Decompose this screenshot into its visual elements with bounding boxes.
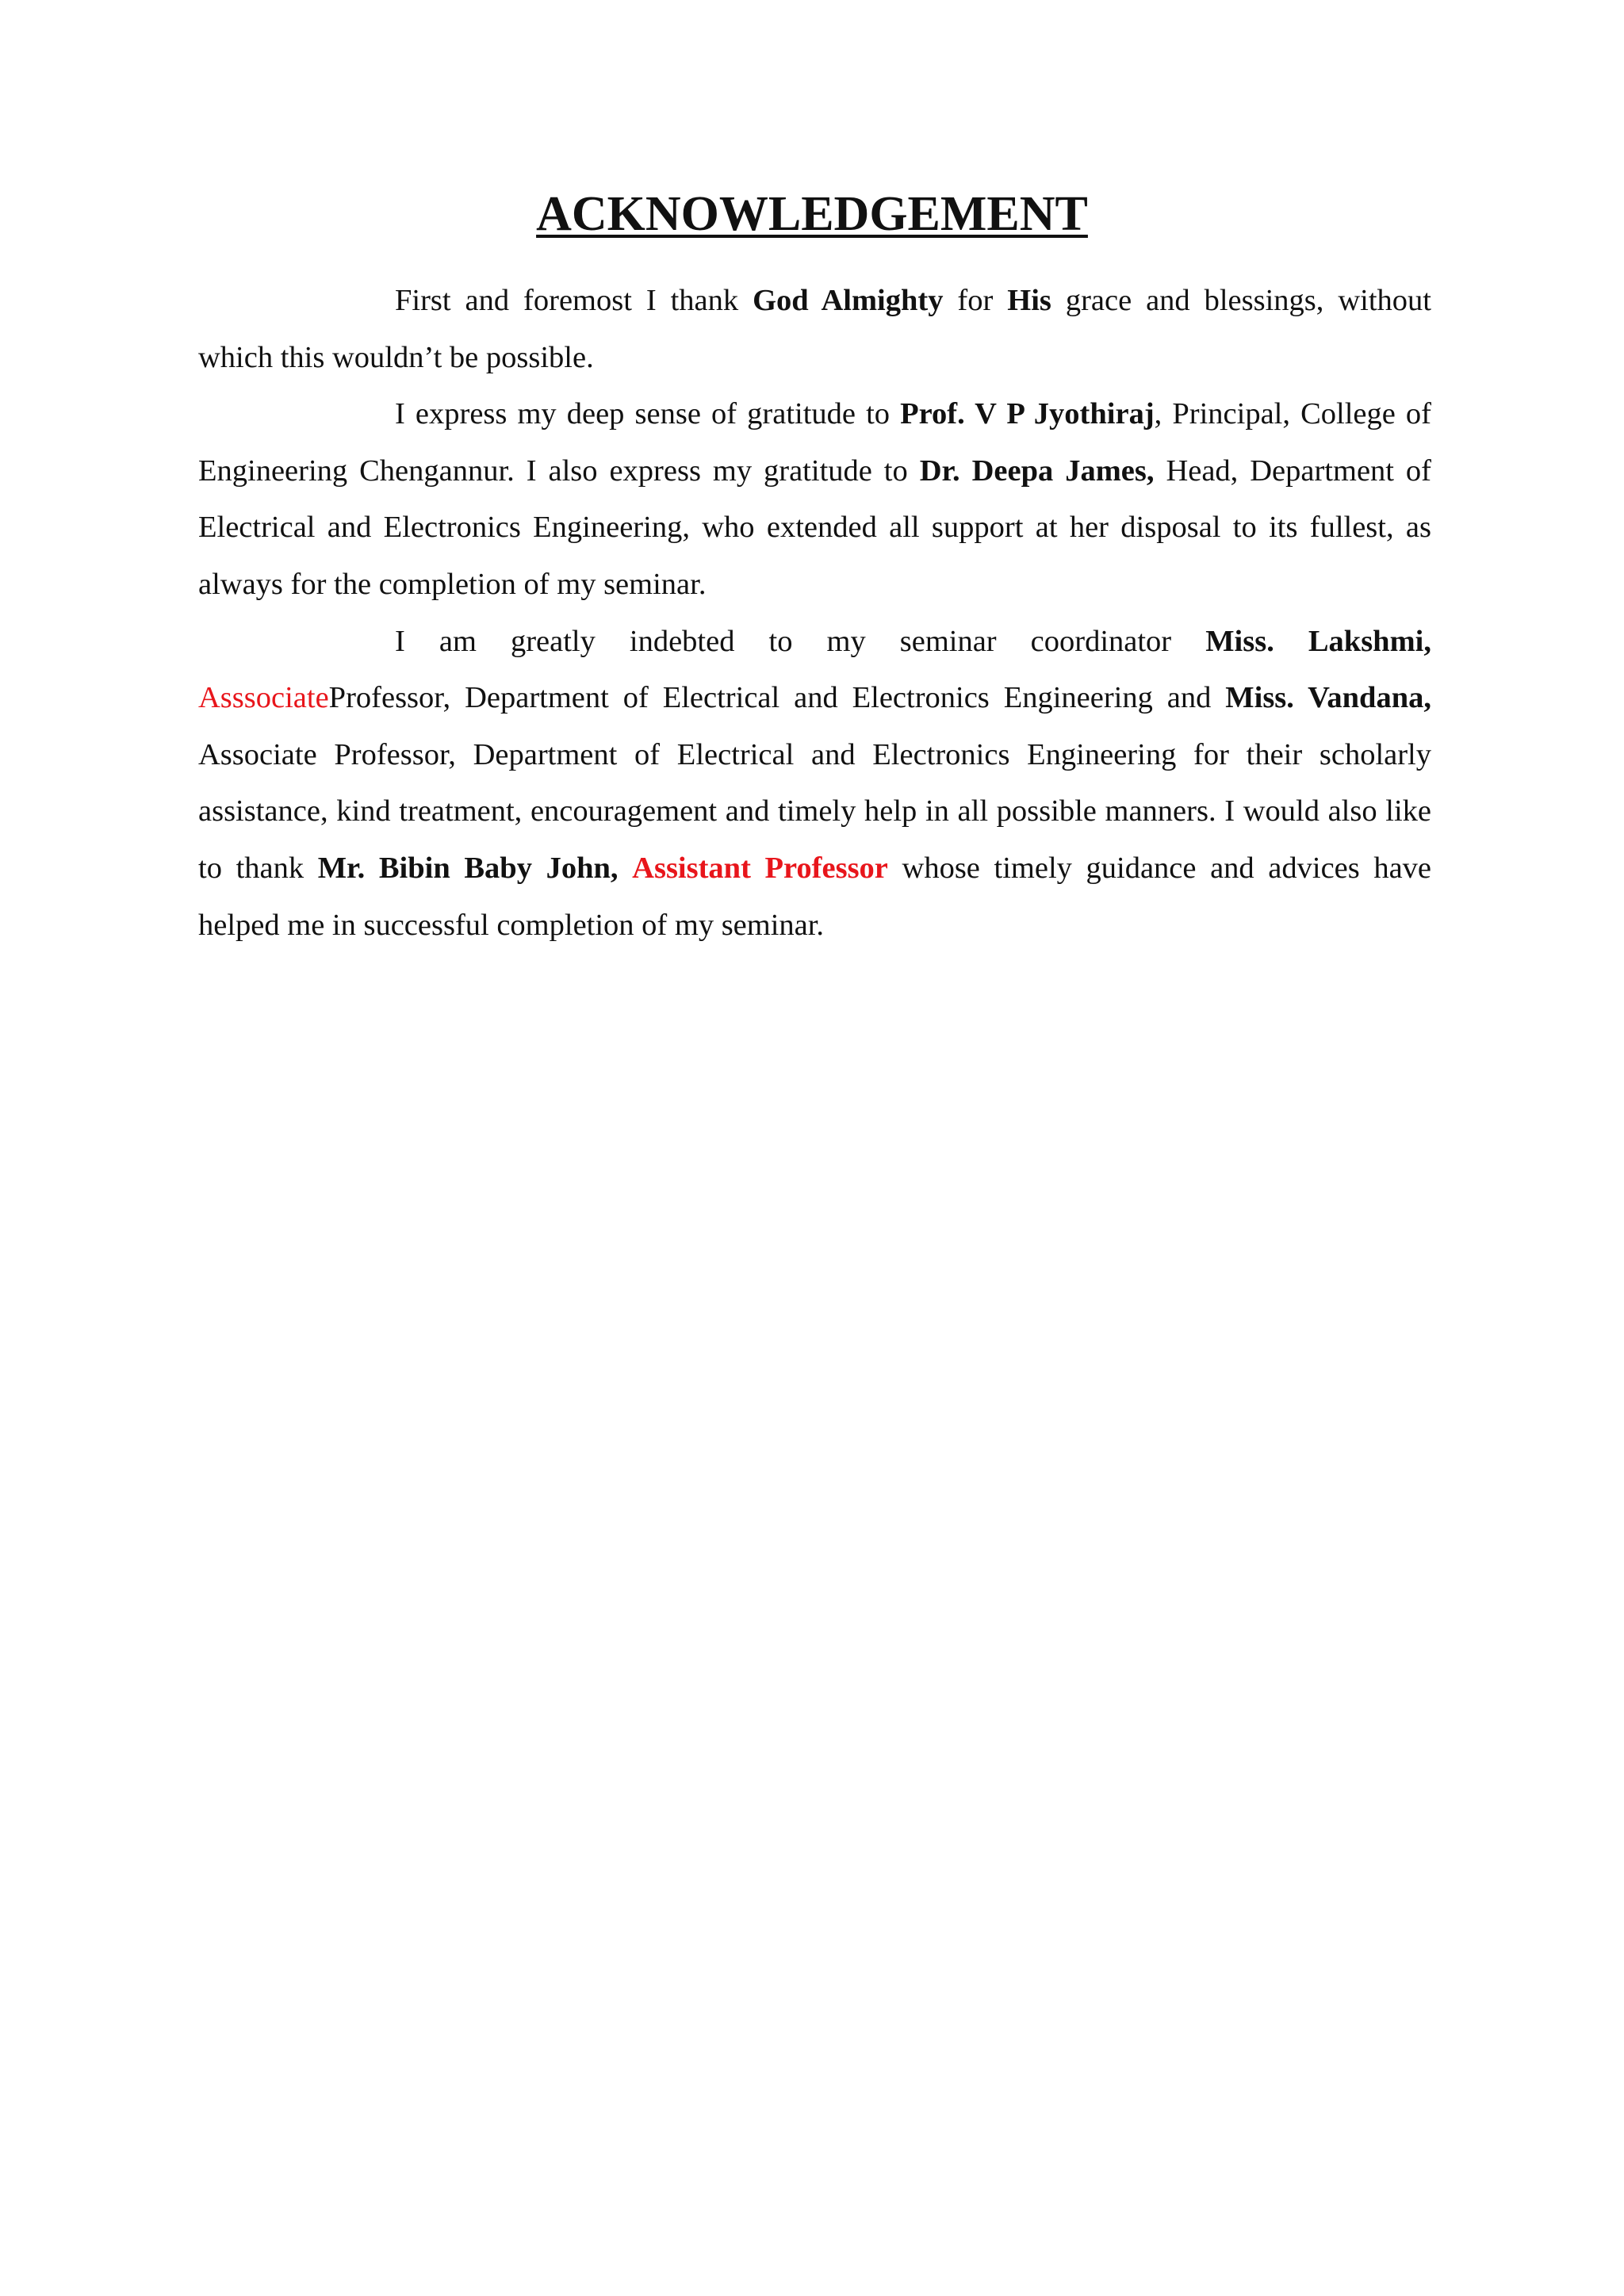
bold-text-segment: Prof. V P Jyothiraj	[900, 397, 1155, 431]
red-text-segment: Asssociate	[198, 681, 329, 715]
text-segment: Associate Professor, Department of Electrical and Electronics Engineering for their scholarly assistance, kind treatment, encouragement and timely help in all possible manners. I would also like to thank	[198, 737, 1431, 885]
bold-text-segment: Dr. Deepa James,	[919, 453, 1155, 488]
page-title-text: ACKNOWLEDGEMENT	[536, 187, 1088, 241]
text-segment: Professor, Department of Electrical and Electronics Engineering and	[328, 681, 1226, 715]
text-segment	[619, 851, 633, 885]
acknowledgement-body	[198, 273, 1431, 954]
paragraph-1	[198, 273, 1431, 386]
page-title	[0, 187, 1624, 241]
text-segment: First and foremost I thank	[395, 284, 753, 317]
bold-text-segment: God Almighty	[753, 284, 944, 317]
bold-text-segment: Mr. Bibin Baby John,	[317, 851, 619, 885]
text-segment: I am greatly indebted to my seminar coordinator	[395, 624, 1206, 658]
text-segment: I express my deep sense of gratitude to	[395, 397, 901, 431]
text-segment: , Principal, College of Engineering Chengannur. I also express my gratitude to	[198, 397, 1431, 488]
text-segment: whose timely guidance and advices have helped me in successful completion of my seminar.	[198, 851, 1432, 942]
paragraph-2	[198, 386, 1431, 613]
text-segment: Head, Department of Electrical and Electronics Engineering, who extended all support at her disposal to its fullest, as always for the completion of my seminar.	[198, 453, 1431, 601]
text-segment: grace and blessings, without which this wouldn’t be possible.	[198, 284, 1431, 374]
bold-text-segment: Miss. Lakshmi,	[1205, 624, 1431, 658]
bold-red-text-segment: Assistant Professor	[632, 851, 888, 885]
paragraph-3	[198, 614, 1431, 955]
bold-text-segment: His	[1007, 284, 1051, 317]
bold-text-segment: Miss. Vandana,	[1225, 681, 1432, 715]
text-segment: for	[943, 284, 1008, 317]
